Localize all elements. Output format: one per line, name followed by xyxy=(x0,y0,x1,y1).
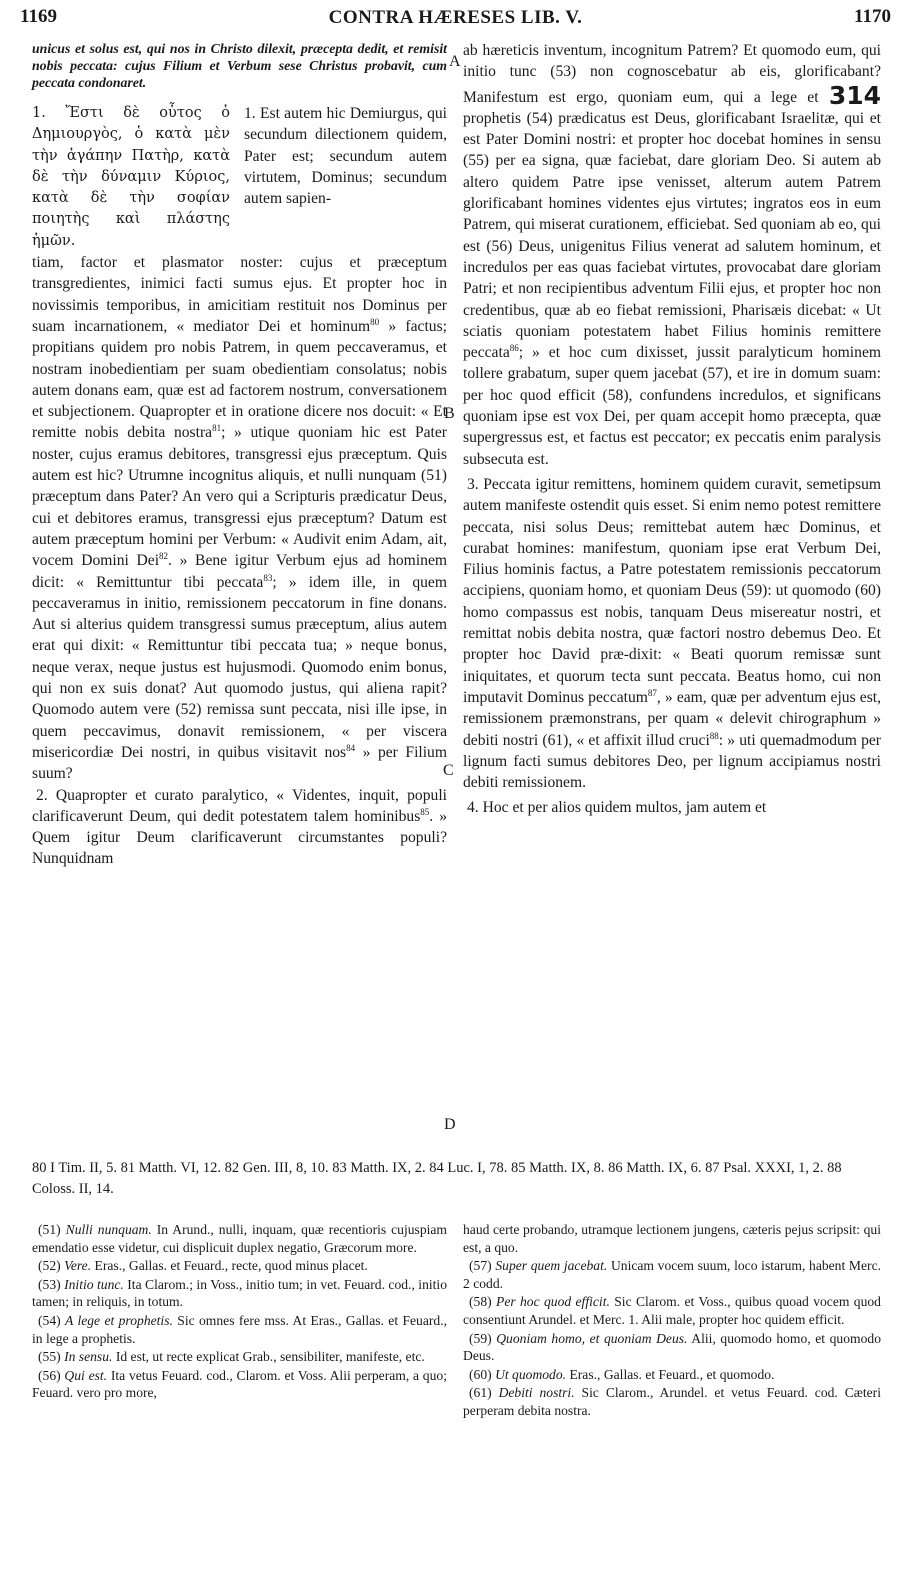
notes-right xyxy=(463,1221,881,1421)
note-item: (59) Quoniam homo, et quoniam Deus. Alii, quomodo homo, et quomodo Deus. xyxy=(463,1330,881,1364)
page-number-left: 1169 xyxy=(20,6,57,27)
paragraph-4: 4. Hoc et per alios quidem multos, jam autem et xyxy=(467,799,767,817)
note-item: (54) A lege et prophetis. Sic omnes fere mss. At Eras., Gallas. et Feuard., in lege a prophetis. xyxy=(32,1312,448,1346)
left-column xyxy=(32,40,447,870)
page-number-right: 1170 xyxy=(854,6,891,27)
margin-marker-a: A xyxy=(449,53,461,70)
footnote-ref-82: 82 xyxy=(159,551,169,562)
footnote-ref-83: 83 xyxy=(263,572,273,583)
footnote-ref-87: 87 xyxy=(647,687,657,698)
notes-left xyxy=(32,1221,447,1403)
margin-marker-d: D xyxy=(444,1116,456,1133)
edition-page-number: 314 xyxy=(828,80,881,110)
note-item: (56) Qui est. Ita vetus Feuard. cod., Clarom. et Voss. Alii perperam, a quo; Feuard. vero pro more, xyxy=(32,1367,447,1401)
note-item: (55) In sensu. Id est, ut recte explicat Grab., sensibiliter, manifeste, etc. xyxy=(38,1349,425,1365)
note-item: (61) Debiti nostri. Sic Clarom., Arundel. et vetus Feuard. cod. Cæteri perperam debita nostra. xyxy=(463,1385,881,1418)
note-item: (58) Per hoc quod efficit. Sic Clarom. et Voss., quibus quoad vocem quod consentiunt Arundel. et Merc. 1. Alii male, propter hoc quidem efficit. xyxy=(463,1294,881,1327)
footnote-ref-85: 85 xyxy=(420,806,430,817)
latin-section-1-start: 1. Est autem hic Demiurgus, qui secundum dilectionem quidem, Pater est; secundum autem virtutem, Dominus; secundum autem sapien- xyxy=(244,105,447,208)
note-item: (60) Ut quomodo. Eras., Gallas. et Feuard., et quomodo. xyxy=(469,1366,775,1382)
footnote-ref-88: 88 xyxy=(709,730,719,741)
page-header xyxy=(20,6,891,32)
note-item: (53) Initio tunc. Ita Clarom.; in Voss., initio tum; in vet. Feuard. cod., initio tamen; in reliquis, in totum. xyxy=(32,1276,447,1310)
note-item: (51) Nulli nunquam. In Arund., nulli, inquam, quæ recentioris cujuspiam emendatio esse videtur, cui displicuit duplex negatio, Græcorum more. xyxy=(32,1222,447,1255)
paragraph-1: tiam, factor et plasmator noster: cujus et præceptum transgredientes, inimici facti sumus ejus. Et propter hoc in novissimis temporibus, in amicitiam restituit nos Dominus per suam incarnationem, « mediator Dei et hominum$^{80}$ » factus; propitians quidem pro nobis Patrem, in quem peccaveramus, et nostram inobedientiam per suam obedientiam consolatus; nobis autem donans eam, quæ est ad factorem nostrum, conversationem et subjectionem. Quapropter et in oratione dicere nos docuit: « Et remitte nobis debita nostra$^{81}$; » utique quoniam hic est Pater noster, cujus eramus debitores, transgressi ejus præceptum. Quis autem est hic? Utrumne incognitus aliquis, et nulli nunquam (51) præceptum dans Pater? An vero qui a Scripturis prædicatur Deus, cui et debitores eramus, transgressi ejus præceptum? Datum est autem præceptum homini per Verbum: « Audivit enim Adam, ait, vocem Domini Dei$^{82}$. » Bene igitur Verbum ejus ad hominem dicit: « Remittuntur tibi peccata$^{83}$; » idem ille, in quem peccaveramus in initio, remissionem peccatorum in fine donans. Aut si alterius quidem transgressi sumus præceptum, alius autem erat qui dixit: « Remittuntur tibi peccata tua; » neque bonus, neque verax, neque justus est hujusmodi. Quomodo enim bonus, qui non ex suis donat? Aut quomodo justus, qui aliena rapit? Quomodo autem vere (52) remissa sunt peccata, nisi ille ipse, in quem peccavimus, donavit remissionem, « per viscera misericordiæ Dei nostri, in quibus visitavit nos$^{84}$ » per Filium suum? xyxy=(32,254,447,783)
footnote-ref-86: 86 xyxy=(509,342,519,353)
paragraph-3: 3. Peccata igitur remittens, hominem quidem curavit, semetipsum autem manifeste ostendit quis esset. Si enim nemo potest remittere peccata, nisi solus Deus; remittebat autem hæc Dominus, et curabat homines: manifestum, quoniam ipse erat Verbum Dei, Filius hominis factus, a Patre potestatem remissionis peccatorum accipiens, quoniam homo, et quoniam Deus (59): ut quomodo (60) homo compassus est nobis, tanquam Deus misereatur nostri, et remittat nobis debita nostra, quæ factori nostro debemus Deo. Et propter hoc David præ-dixit: « Beati quorum remissæ sunt iniquitates, et quorum tecta sunt peccata. Beatus homo, cui non imputavit Dominus peccatum$^{87}$, » eam, quæ per adventum ejus est, remissionem præmonstrans, per quam « delevit chirographum » debiti nostri (61), « et affixit illud cruci$^{88}$: » uti quemadmodum per lignum facti sumus debitores Deo, per lignum accipiamus nostri debiti remissionem. xyxy=(463,475,882,792)
bilingual-block xyxy=(32,103,447,252)
scripture-references: 80 I Tim. II, 5. 81 Matth. VI, 12. 82 Gen. III, 8, 10. 83 Matth. IX, 2. 84 Luc. I, 78. 85 Matth. IX, 8. 86 Matth. IX, 6. 87 Psal. XXXI, 1, 2. 88 Coloss. II, 14. xyxy=(32,1160,842,1197)
paragraph-2: 2. Quapropter et curato paralytico, « Videntes, inquit, populi clarificaverunt Deum, qui dedit potestatem talem hominibus$^{85}$. » Quem igitur Deum clarificaverunt circumstantes populi? Nunquidnam xyxy=(32,786,447,868)
running-title: CONTRA HÆRESES LIB. V. xyxy=(328,7,583,28)
right-column xyxy=(463,40,881,819)
footnote-ref-84: 84 xyxy=(346,742,356,753)
greek-text: 1. Ἔστι δὲ οὗτος ὁ Δημιουργὸς, ὁ κατὰ μὲν τὴν ἀγάπην Πατὴρ, κατὰ δὲ τὴν δύναμιν Κύριος, κατὰ δὲ τὴν σοφίαν ποιητὴς καὶ πλάστης ἡμῶν. xyxy=(32,105,230,249)
note-item: (52) Vere. Eras., Gallas. et Feuard., recte, quod minus placet. xyxy=(38,1258,368,1274)
footnote-ref-81: 81 xyxy=(212,423,222,434)
chapter-summary: unicus et solus est, qui nos in Christo dilexit, præcepta dedit, et remisit nobis peccata: cujus Filium et Verbum sese Christus probavit, cum peccata condonaret. xyxy=(32,41,447,90)
note-item: (57) Super quem jacebat. Unicam vocem suum, loco istarum, habent Merc. 2 codd. xyxy=(463,1258,882,1291)
margin-marker-c: C xyxy=(443,762,454,779)
margin-marker-b: B xyxy=(444,405,455,422)
note-item: haud certe probando, utramque lectionem jungens, cæteris pejus scripsit: qui est, a quo. xyxy=(463,1222,881,1255)
paragraph-continued: ab hæreticis inventum, incognitum Patrem? Et quomodo eum, qui initio tunc (53) non cognoscebatur ab eis, glorificabant? Manifestum est ergo, quoniam eum, qui a lege et 314 prophetis (54) prædicatus est Deus, glorificabant Israelitæ, qui et est Pater Domini nostri: et propter hoc docebat homines in sensu (55) per ea signa, quæ faciebat, dare gloriam Deo. Si autem ab altero quidem Patre ipse venisset, alterum autem Patrem glorificabant homines videntes ejus virtutes; ingratos eos in eum Patrem, qui miserat curationem, efficiebat. Sed quoniam ab eo, qui est (56) Deus, unigenitus Filius venerat ad salutem hominum, et incredulos per eas quas faciebat virtutes, provocabat dare gloriam Patri; et non recipientibus adventum Filii ejus, et propter hoc non credentibus, quæ ab eo fiebat remissioni, Pharisæis dicebat: « Ut sciatis quoniam potestatem habet Filius hominis remittere peccata$^{86}$; » et hoc cum dixisset, jussit paralyticum hominem tollere grabatum, super quem jacebat (57), et ire in domum suam: per hoc quod efficit (58), confundens incredulos, et significans quoniam ipse est vox Dei, per quam accepit homo præcepta, quæ supergressus est, et factus est peccator; ex peccatis enim paralysis subsecuta est. xyxy=(463,42,881,468)
footnote-ref-80: 80 xyxy=(370,316,380,327)
